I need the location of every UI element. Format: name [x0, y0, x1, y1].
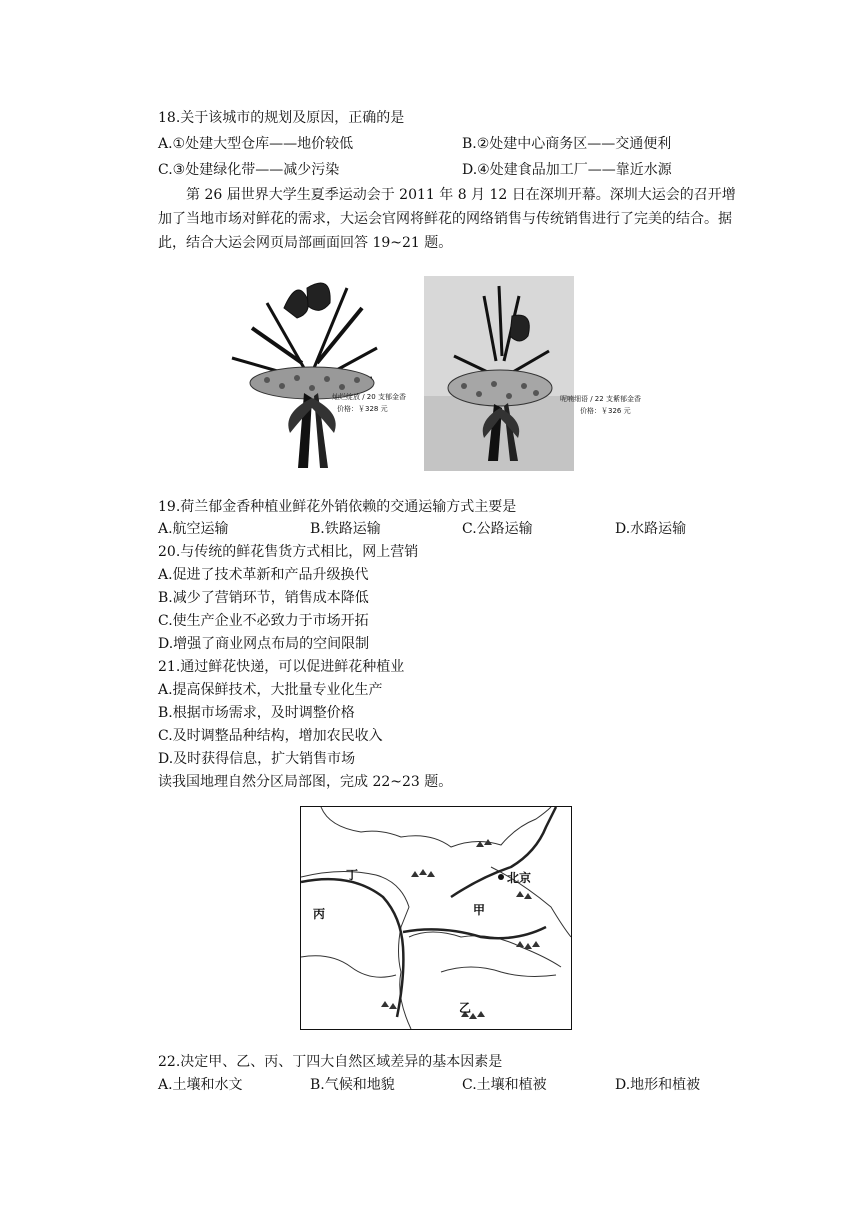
region-map-drawing	[301, 807, 571, 1029]
q20-option-b: B.减少了营销环节，销售成本降低	[158, 590, 369, 606]
map-label-yi: 乙	[459, 1001, 472, 1015]
map-label-bing: 丙	[313, 907, 326, 921]
q18-option-b: B.②处建中心商务区——交通便利	[462, 136, 672, 152]
q22-option-b: B.气候和地貌	[310, 1077, 395, 1093]
q20-option-c: C.使生产企业不必致力于市场开拓	[158, 613, 369, 629]
q18-option-a: A.①处建大型仓库——地价较低	[158, 136, 354, 152]
bouquet-right-image	[424, 276, 574, 471]
flower-figure	[212, 268, 641, 473]
q19-option-d: D.水路运输	[615, 521, 687, 537]
region-map	[300, 806, 572, 1030]
q21-option-b: B.根据市场需求，及时调整价格	[158, 705, 355, 721]
q18-option-d: D.④处建食品加工厂——靠近水源	[462, 162, 672, 178]
q22-option-a: A.土壤和水文	[158, 1077, 243, 1093]
q20-option-d: D.增强了商业网点布局的空间限制	[158, 636, 370, 652]
q19-option-c: C.公路运输	[462, 521, 533, 537]
q20-stem: 20.与传统的鲜花售货方式相比，网上营销	[158, 544, 419, 560]
q21-option-c: C.及时调整品种结构，增加农民收入	[158, 728, 383, 744]
q21-option-d: D.及时获得信息，扩大销售市场	[158, 751, 356, 767]
q21-stem: 21.通过鲜花快递，可以促进鲜花种植业	[158, 659, 405, 675]
bouquet-left-image	[212, 268, 412, 473]
bouquet-left-price: 价格：￥328 元	[337, 405, 388, 413]
map-label-ding: 丁	[346, 868, 359, 882]
q18-option-c: C.③处建绿化带——减少污染	[158, 162, 340, 178]
map-label-jia: 甲	[473, 903, 486, 917]
intro-19-21: 第 26 届世界大学生夏季运动会于 2011 年 8 月 12 日在深圳开幕。深圳大运会的召开增加了当地市场对鲜花的需求，大运会官网将鲜花的网络销售与传统销售进行了完美的结合。据此，结合大运会网页局部画面回答 19~21 题。	[158, 187, 736, 251]
map-label-beijing: 北京	[507, 871, 532, 885]
q22-stem: 22.决定甲、乙、丙、丁四大自然区域差异的基本因素是	[158, 1054, 503, 1070]
q18-stem: 18.关于该城市的规划及原因，正确的是	[158, 110, 405, 126]
q21-option-a: A.提高保鲜技术，大批量专业化生产	[158, 682, 383, 698]
bouquet-right-price: 价格：￥326 元	[580, 407, 631, 415]
q19-option-b: B.铁路运输	[310, 521, 381, 537]
q20-option-a: A.促进了技术革新和产品升级换代	[158, 567, 369, 583]
bouquet-left-name: 灿烂绽放 / 20 支郁金香	[332, 393, 406, 401]
q19-stem: 19.荷兰郁金香种植业鲜花外销依赖的交通运输方式主要是	[158, 499, 517, 515]
q19-option-a: A.航空运输	[158, 521, 229, 537]
q22-option-d: D.地形和植被	[615, 1077, 701, 1093]
bouquet-right-name: 呢喃细语 / 22 支紫郁金香	[560, 395, 641, 403]
intro-22-23: 读我国地理自然分区局部图，完成 22~23 题。	[158, 774, 453, 790]
q22-option-c: C.土壤和植被	[462, 1077, 547, 1093]
